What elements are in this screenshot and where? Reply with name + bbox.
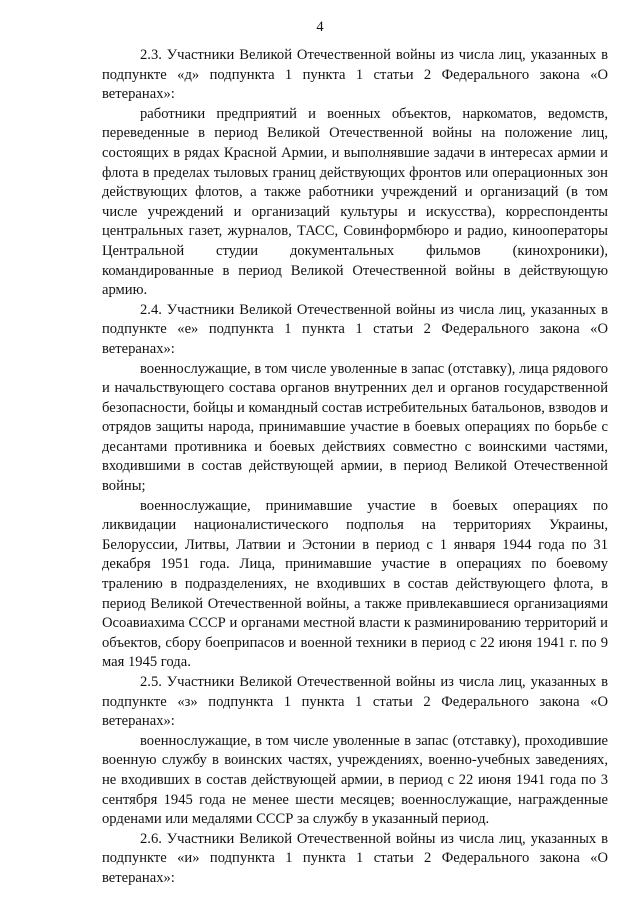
paragraph-2-6-heading: 2.6. Участники Великой Отечественной войны из числа лиц, указанных в подпункте «и» подпункта 1 пункта 1 статьи 2 Федерального закона «О ветеранах»: (102, 830, 608, 886)
paragraph-2-4-heading: 2.4. Участники Великой Отечественной войны из числа лиц, указанных в подпункте «е» подпункта 1 пункта 1 статьи 2 Федерального закона «О ветеранах»: (102, 301, 608, 357)
paragraph-2-4-body-1: военнослужащие, в том числе уволенные в запас (отставку), лица рядового и начальствующего состава органов внутренних дел и органов государственной безопасности, бойцы и командный состав истребительных батальонов, взводов и отрядов защиты народа, принимавшие участие в боевых операциях по борьбе с десантами противника и боевых действиях совместно с воинскими частями, входившими в состав действующей армии, в период Великой Отечественной войны; (102, 360, 608, 495)
page-number: 4 (316, 19, 324, 35)
paragraph-2-5-heading: 2.5. Участники Великой Отечественной войны из числа лиц, указанных в подпункте «з» подпункта 1 пункта 1 статьи 2 Федерального закона «О ветеранах»: (102, 674, 608, 730)
paragraph-2-3-heading: 2.3. Участники Великой Отечественной войны из числа лиц, указанных в подпункте «д» подпункта 1 пункта 1 статьи 2 Федерального закона «О ветеранах»: (102, 47, 608, 103)
paragraph-2-3-body: работники предприятий и военных объектов, наркоматов, ведомств, переведенные в период Великой Отечественной войны на положение лиц, состоящих в рядах Красной Армии, и выполнявшие задачи в интересах армии и флота в пределах тыловых границ действующих фронтов или операционных зон действующих флотов, а также работники учреждений и организаций (в том числе учреждений и организаций культуры и искусства), корреспонденты центральных газет, журналов, ТАСС, Совинформбюро и радио, кинооператоры Центральной студии документальных фильмов (кинохроники), командированные в период Великой Отечественной войны в действующую армию. (102, 105, 608, 299)
document-body (102, 46, 608, 889)
paragraph-2-5-body: военнослужащие, в том числе уволенные в запас (отставку), проходившие военную службу в воинских частях, учреждениях, военно-учебных заведениях, не входивших в состав действующей армии, в период с 22 июня 1941 года по 3 сентября 1945 года не менее шести месяцев; военнослужащие, награжденные орденами или медалями СССР за службу в указанный период. (102, 732, 608, 828)
paragraph-2-4-body-2: военнослужащие, принимавшие участие в боевых операциях по ликвидации националистического подполья на территориях Украины, Белоруссии, Литвы, Латвии и Эстонии в период с 1 января 1944 года по 31 декабря 1951 года. Лица, принимавшие участие в операциях по боевому тралению в подразделениях, не входивших в состав действующего флота, в период Великой Отечественной войны, а также привлекавшиеся организациями Осоавиахима СССР и органами местной власти к разминированию территорий и объектов, сбору боеприпасов и военной техники в период с 22 июня 1941 г. по 9 мая 1945 года. (102, 497, 608, 671)
